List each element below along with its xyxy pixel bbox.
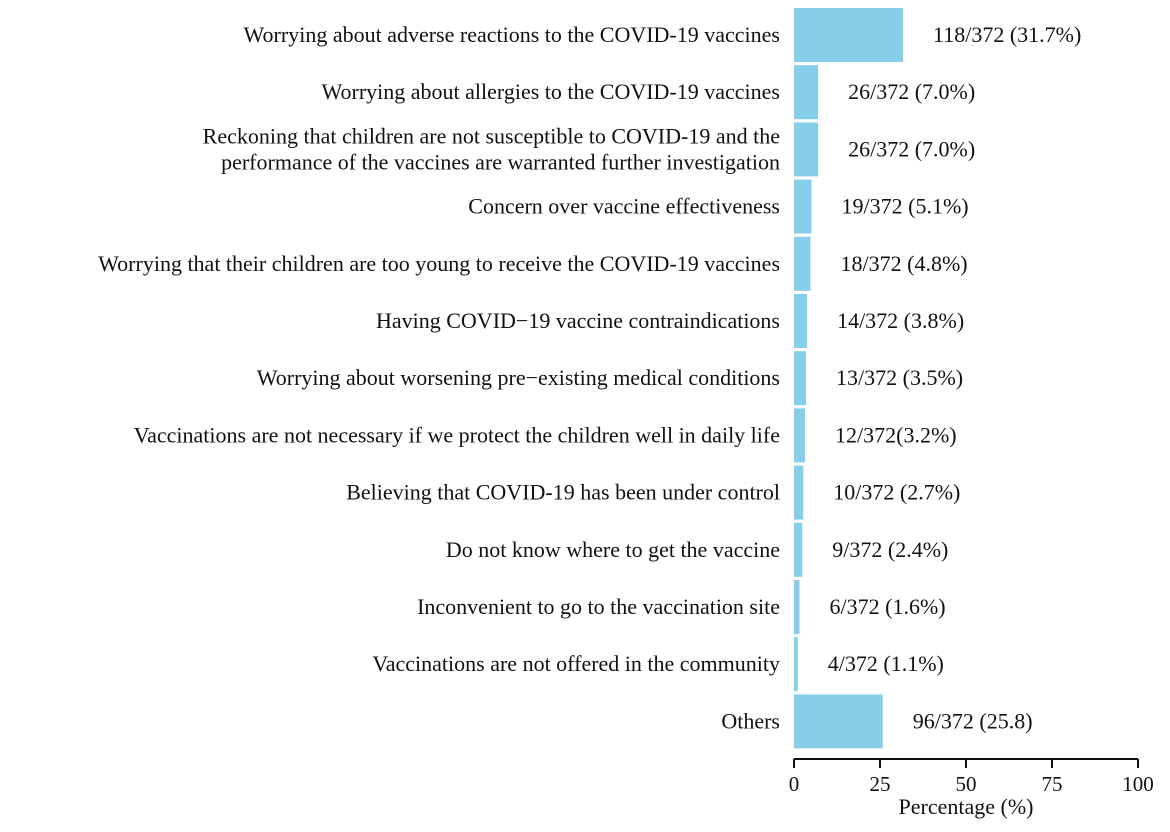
bar	[794, 466, 803, 520]
bar	[794, 8, 903, 62]
bar	[794, 694, 883, 748]
category-label: Having COVID−19 vaccine contraindications	[375, 308, 780, 333]
data-label: 12/372(3.2%)	[835, 422, 957, 448]
data-label: 6/372 (1.6%)	[829, 594, 946, 619]
category-label: Worrying about adverse reactions to the COVID-19 vaccines	[243, 22, 780, 47]
bar	[794, 408, 805, 462]
bar	[794, 523, 802, 577]
category-label: Believing that COVID-19 has been under control	[346, 479, 780, 505]
category-label: Reckoning that children are not susceptible to COVID-19 and the performance of the vaccines are warranted further investigation	[202, 123, 780, 175]
category-label: Vaccinations are not necessary if we protect the children well in daily life	[133, 422, 780, 448]
category-label: Worrying that their children are too young to receive the COVID-19 vaccines	[98, 250, 780, 276]
category-label: Vaccinations are not offered in the community	[372, 651, 780, 677]
data-label: 10/372 (2.7%)	[833, 479, 961, 505]
data-label: 118/372 (31.7%)	[933, 22, 1082, 47]
data-label: 18/372 (4.8%)	[840, 250, 968, 276]
x-tick-label: 0	[788, 772, 800, 796]
x-tick-label: 25	[869, 772, 891, 796]
bar	[794, 637, 798, 691]
bar	[794, 294, 807, 348]
data-label: 19/372 (5.1%)	[841, 193, 969, 219]
bar	[794, 122, 818, 176]
x-tick-label: 50	[955, 772, 977, 796]
x-axis	[789, 759, 1154, 796]
category-label: Worrying about worsening pre−existing medical conditions	[256, 365, 780, 391]
category-labels	[98, 22, 780, 733]
data-label: 96/372 (25.8)	[912, 708, 1033, 734]
bar	[794, 237, 811, 291]
category-label: Inconvenient to go to the vaccination site	[417, 594, 780, 619]
x-axis-title: Percentage (%)	[898, 794, 1034, 819]
category-label: Concern over vaccine effectiveness	[468, 193, 780, 219]
data-label: 26/372 (7.0%)	[848, 136, 976, 162]
bar	[794, 180, 812, 234]
bar	[794, 580, 800, 634]
category-label: Do not know where to get the vaccine	[445, 536, 780, 562]
data-label: 4/372 (1.1%)	[827, 651, 944, 677]
data-label: 26/372 (7.0%)	[848, 79, 976, 105]
bar	[794, 65, 818, 119]
data-label: 14/372 (3.8%)	[837, 308, 965, 333]
data-label: 9/372 (2.4%)	[832, 536, 949, 562]
category-label: Worrying about allergies to the COVID-19 vaccines	[321, 79, 780, 105]
x-tick-label: 100	[1122, 772, 1154, 796]
bar	[794, 351, 806, 405]
data-labels	[828, 22, 1082, 733]
x-tick-label: 75	[1041, 772, 1063, 796]
category-label: Others	[721, 708, 780, 734]
data-label: 13/372 (3.5%)	[836, 365, 964, 391]
